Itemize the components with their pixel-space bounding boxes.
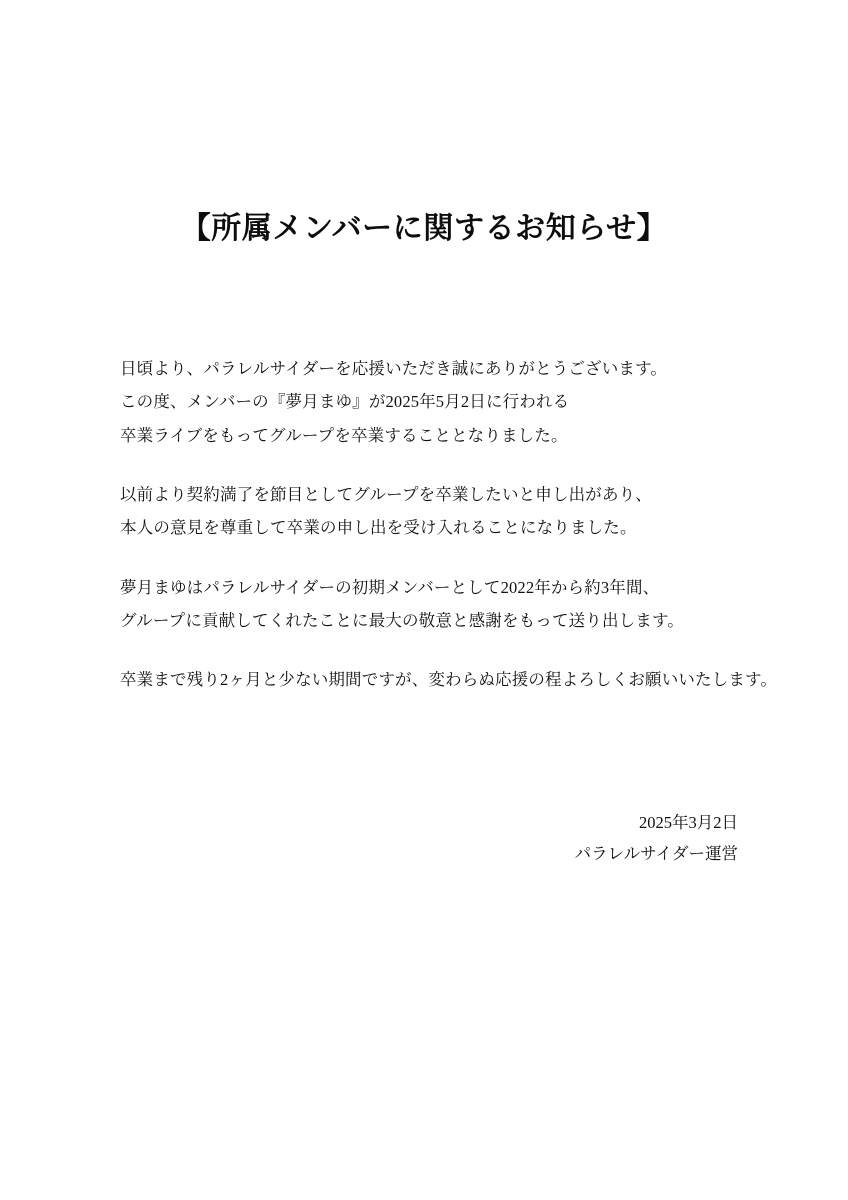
signature-date: 2025年3月2日 bbox=[639, 813, 738, 832]
signature-issuer: パラレルサイダー運営 bbox=[574, 843, 738, 863]
paragraph-4-line-1: 卒業まで残り2ヶ月と少ない期間ですが、変わらぬ応援の程よろしくお願いいたします。 bbox=[120, 670, 778, 690]
signature-block bbox=[575, 808, 738, 869]
paragraph-3-line-2: グループに貢献してくれたことに最大の敬意と感謝をもって送り出します。 bbox=[120, 610, 684, 630]
paragraph-3 bbox=[120, 571, 760, 638]
paragraph-4 bbox=[120, 663, 778, 696]
paragraph-1-line-1: 日頃より、パラレルサイダーを応援いただき誠にありがとうございます。 bbox=[120, 359, 668, 378]
paragraph-1 bbox=[120, 352, 760, 452]
paragraph-2 bbox=[120, 478, 760, 545]
paragraph-3-line-1: 夢月まゆはパラレルサイダーの初期メンバーとして2022年から約3年間、 bbox=[120, 577, 660, 597]
paragraph-1-line-2: この度、メンバーの『夢月まゆ』が2025年5月2日に行われる bbox=[120, 392, 570, 412]
paragraph-1-line-3: 卒業ライブをもってグループを卒業することとなりました。 bbox=[120, 425, 568, 445]
paragraph-2-line-1: 以前より契約満了を節目としてグループを卒業したいと申し出があり、 bbox=[120, 484, 652, 504]
paragraph-2-line-2: 本人の意見を尊重して卒業の申し出を受け入れることになりました。 bbox=[120, 518, 637, 538]
notice-body bbox=[120, 352, 778, 697]
page-title: 【所属メンバーに関するお知らせ】 bbox=[180, 212, 668, 245]
